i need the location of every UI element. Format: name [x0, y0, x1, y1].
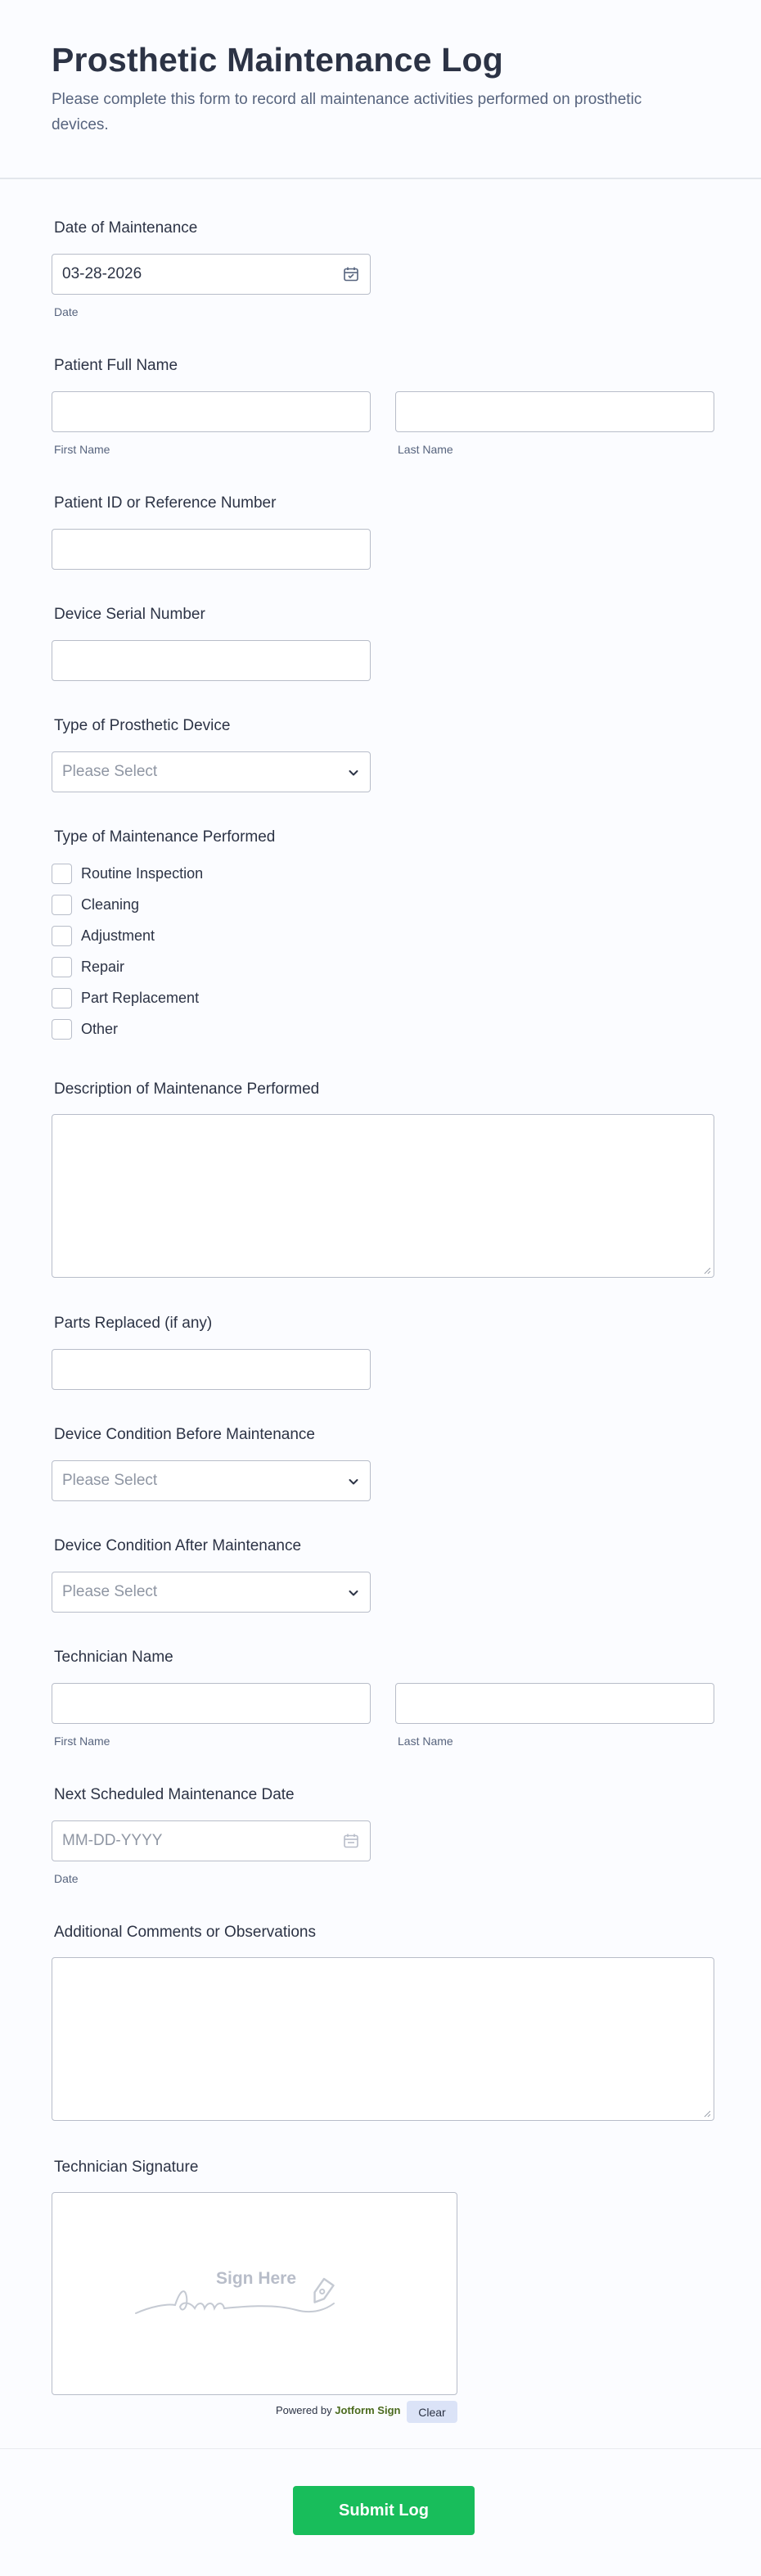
description-label: Description of Maintenance Performed — [54, 1080, 320, 1098]
patient-first-name-sublabel: First Name — [54, 443, 110, 456]
next-maintenance-sublabel: Date — [54, 1872, 79, 1885]
technician-last-name-input[interactable] — [395, 1683, 714, 1724]
powered-by-brand[interactable]: Jotform Sign — [335, 2404, 401, 2416]
checkbox-label: Cleaning — [81, 896, 140, 913]
checkbox[interactable] — [52, 957, 72, 977]
checkbox-label: Other — [81, 1020, 119, 1037]
checkbox-option-other[interactable] — [52, 1018, 118, 1040]
checkbox-label: Repair — [81, 958, 125, 975]
checkbox-option-part-replacement[interactable] — [52, 987, 199, 1008]
technician-name-label: Technician Name — [54, 1649, 173, 1666]
resize-handle-icon[interactable] — [703, 1266, 711, 1274]
technician-last-name-sublabel: Last Name — [398, 1735, 453, 1748]
checkbox-option-routine-inspection[interactable] — [52, 863, 203, 884]
checkbox-label: Routine Inspection — [81, 864, 204, 882]
chevron-down-icon — [347, 1475, 360, 1488]
condition-after-select[interactable] — [52, 1572, 371, 1613]
clear-signature-button[interactable]: Clear — [407, 2401, 457, 2423]
device-serial-label: Device Serial Number — [54, 606, 205, 623]
date-of-maintenance-input[interactable] — [52, 254, 371, 295]
patient-first-name-input[interactable] — [52, 391, 371, 432]
signature-pad[interactable] — [52, 2192, 457, 2395]
chevron-down-icon — [347, 1586, 360, 1599]
form-header — [0, 0, 761, 179]
next-maintenance-field — [52, 1820, 371, 1861]
parts-replaced-input[interactable] — [52, 1349, 371, 1390]
patient-id-label: Patient ID or Reference Number — [54, 494, 277, 512]
resize-handle-icon[interactable] — [703, 2109, 711, 2118]
condition-after-placeholder: Please Select — [62, 1583, 158, 1600]
device-type-placeholder: Please Select — [62, 763, 158, 780]
checkbox-option-repair[interactable] — [52, 956, 124, 977]
technician-first-name-input[interactable] — [52, 1683, 371, 1724]
next-maintenance-input[interactable] — [52, 1820, 371, 1861]
device-serial-input[interactable] — [52, 640, 371, 681]
calendar-icon[interactable] — [343, 1833, 359, 1849]
checkbox[interactable] — [52, 926, 72, 946]
checkbox-option-adjustment[interactable] — [52, 925, 155, 946]
patient-id-input[interactable] — [52, 529, 371, 570]
checkbox-label: Adjustment — [81, 927, 155, 944]
condition-before-label: Device Condition Before Maintenance — [54, 1426, 315, 1443]
device-type-label: Type of Prosthetic Device — [54, 717, 231, 734]
comments-label: Additional Comments or Observations — [54, 1924, 316, 1941]
parts-replaced-label: Parts Replaced (if any) — [54, 1315, 213, 1332]
checkbox[interactable] — [52, 864, 72, 884]
condition-before-select[interactable] — [52, 1460, 371, 1501]
device-type-select[interactable] — [52, 751, 371, 792]
checkbox[interactable] — [52, 988, 72, 1008]
calendar-icon[interactable] — [343, 266, 359, 282]
maintenance-type-label: Type of Maintenance Performed — [54, 828, 276, 846]
signature-placeholder: Sign Here — [216, 2269, 297, 2288]
comments-textarea[interactable] — [52, 1957, 714, 2121]
page-subtitle: Please complete this form to record all maintenance activities performed on prosthetic devices. — [52, 91, 642, 133]
condition-before-placeholder: Please Select — [62, 1472, 158, 1489]
powered-by-text — [276, 2404, 400, 2416]
checkbox[interactable] — [52, 1019, 72, 1040]
checkbox-label: Part Replacement — [81, 989, 200, 1006]
submit-button[interactable]: Submit Log — [293, 2486, 475, 2535]
date-of-maintenance-field — [52, 254, 371, 295]
checkbox-option-cleaning[interactable] — [52, 894, 139, 915]
signature-label: Technician Signature — [54, 2159, 199, 2176]
patient-last-name-input[interactable] — [395, 391, 714, 432]
date-of-maintenance-label: Date of Maintenance — [54, 219, 198, 237]
patient-name-label: Patient Full Name — [54, 357, 178, 374]
page-title: Prosthetic Maintenance Log — [52, 41, 503, 79]
signature-scribble-icon — [134, 2271, 371, 2320]
date-of-maintenance-sublabel: Date — [54, 305, 79, 318]
description-textarea[interactable] — [52, 1114, 714, 1278]
technician-first-name-sublabel: First Name — [54, 1735, 110, 1748]
condition-after-label: Device Condition After Maintenance — [54, 1537, 302, 1554]
patient-last-name-sublabel: Last Name — [398, 443, 453, 456]
next-maintenance-label: Next Scheduled Maintenance Date — [54, 1786, 295, 1803]
checkbox[interactable] — [52, 895, 72, 915]
chevron-down-icon — [347, 766, 360, 779]
powered-by-prefix: Powered by — [276, 2404, 332, 2416]
